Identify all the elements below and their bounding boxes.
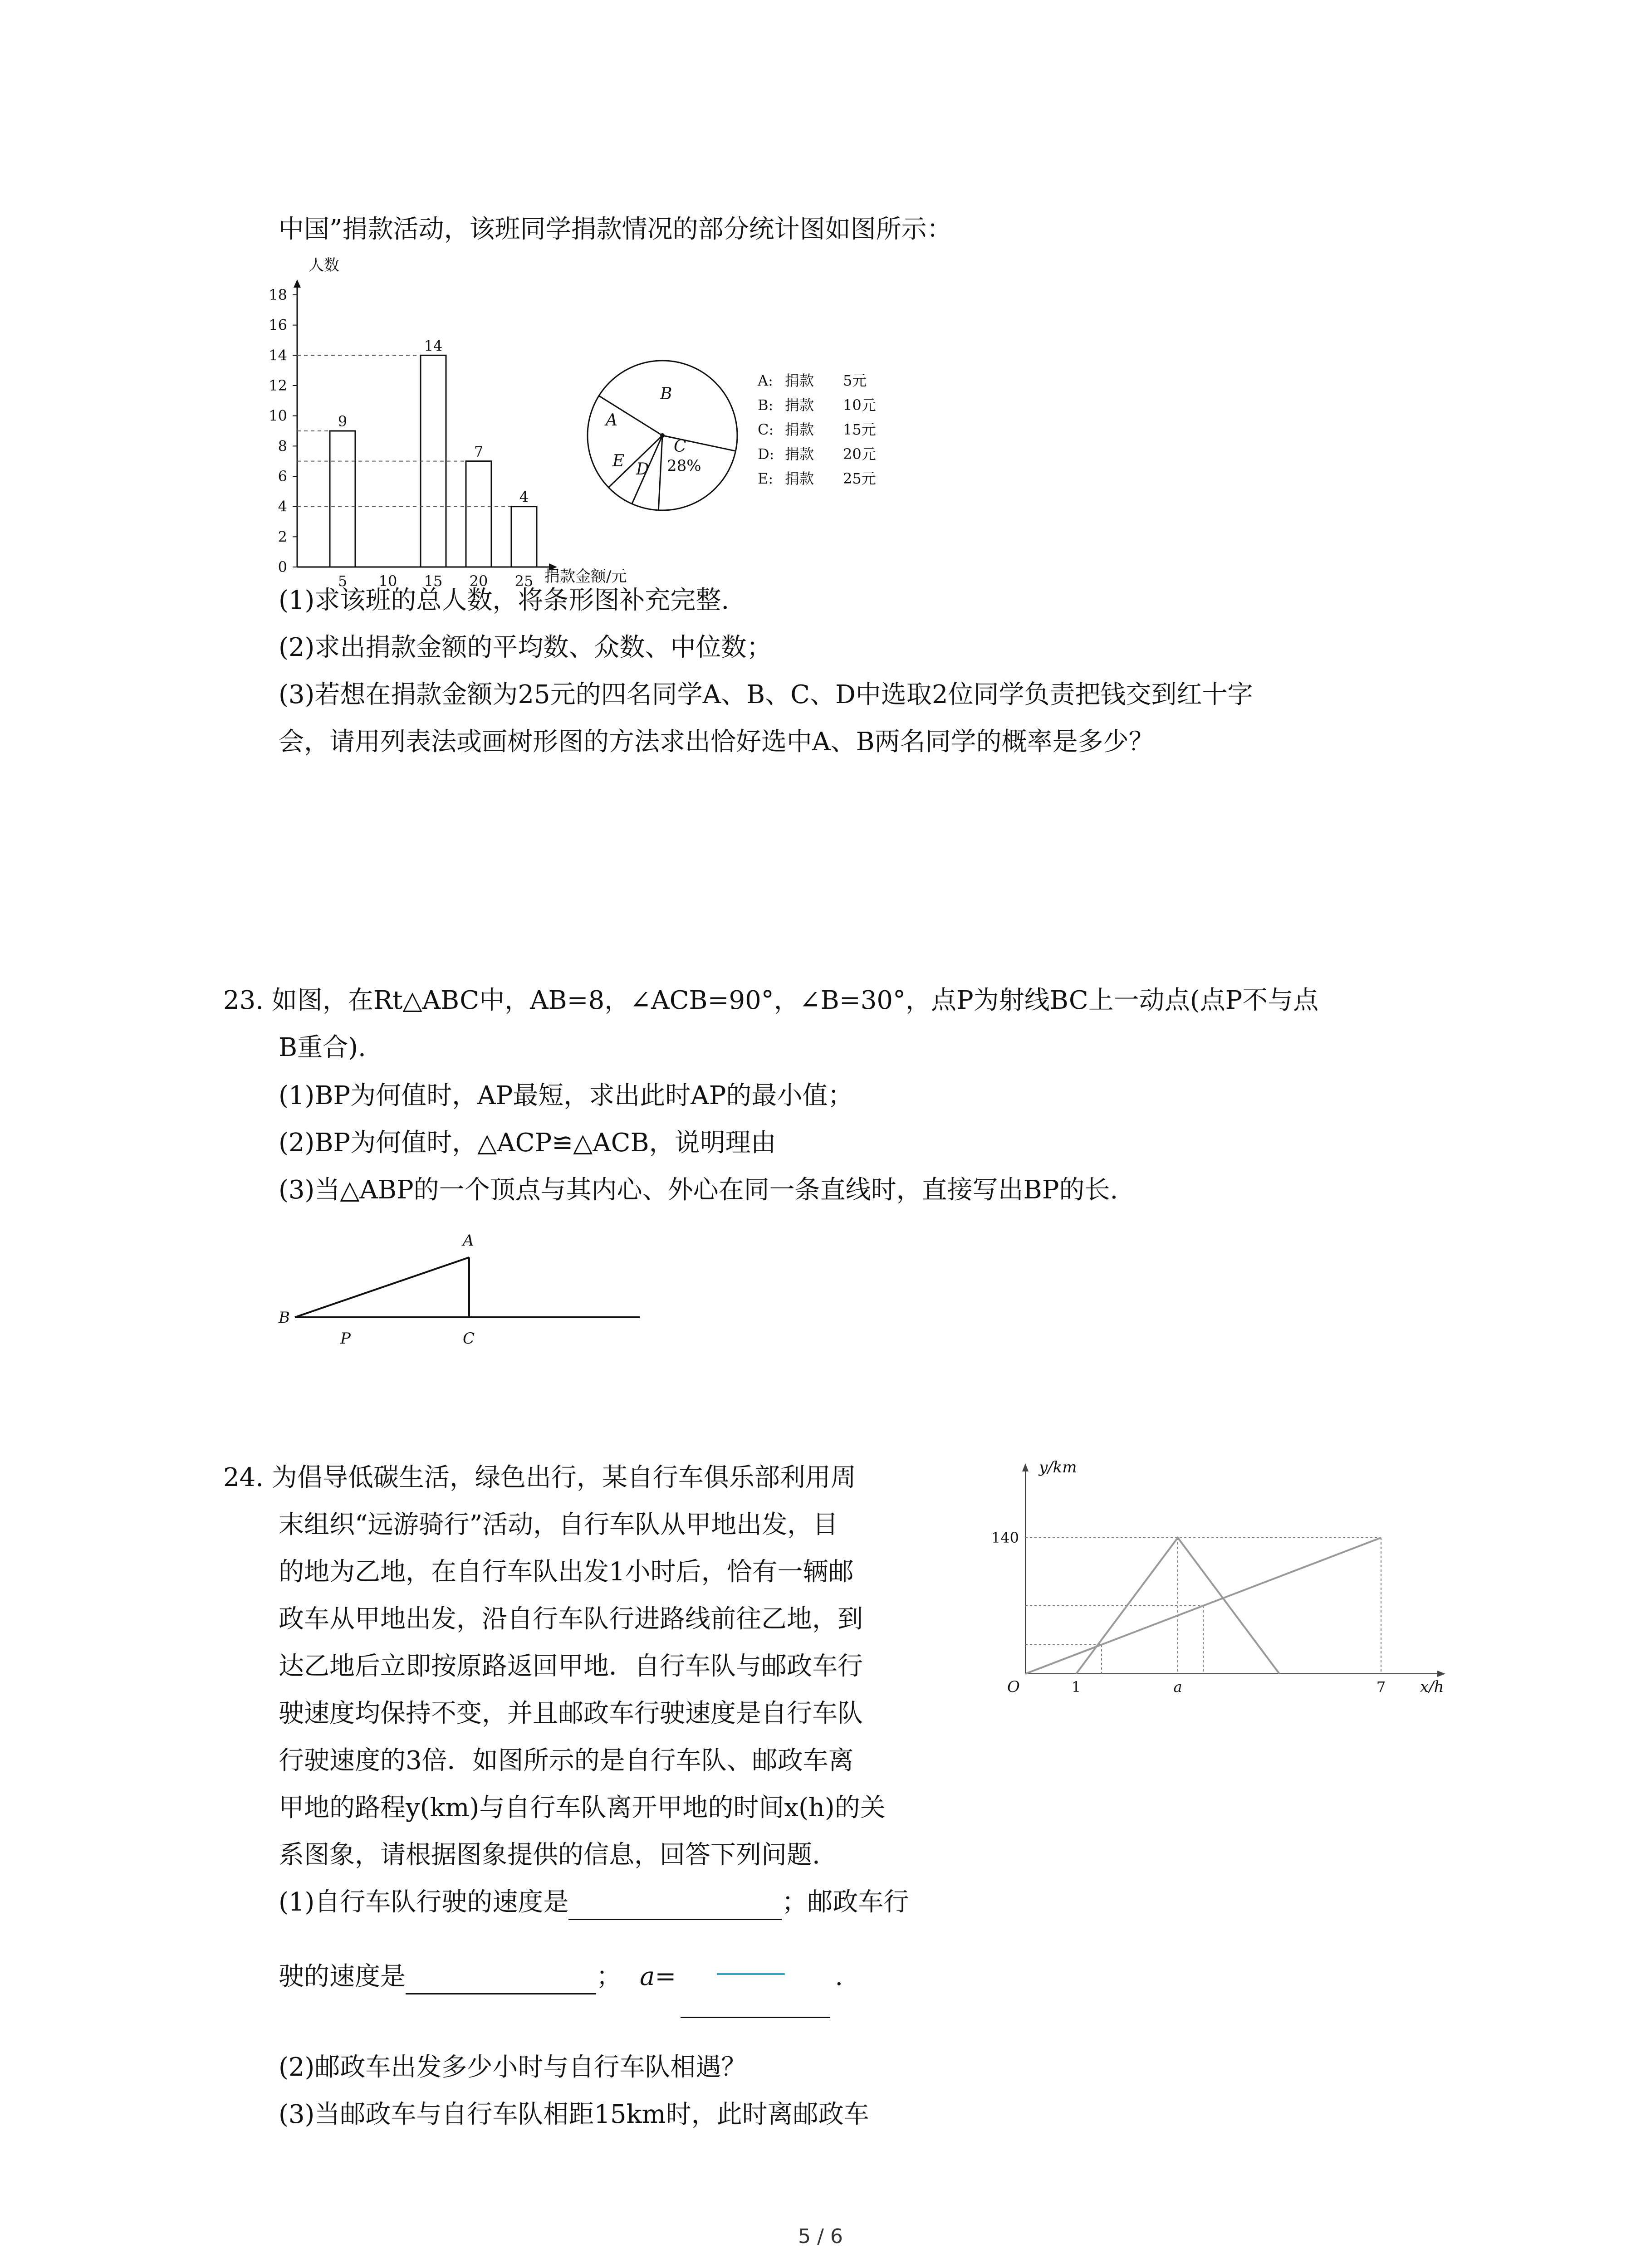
q23-sub3: (3)当△ABP的一个顶点与其内心、外心在同一条直线时，直接写出BP的长. [279,1175,1118,1205]
line-xtick-label: 1 [1071,1678,1081,1696]
pie-label-e: E [612,452,625,470]
pie-legend-key: E: [758,470,774,487]
line-xlabel: x/h [1420,1678,1444,1696]
label-p: P [340,1330,351,1348]
pie-legend [757,372,876,487]
page-number: 5 / 6 [798,2225,843,2248]
bar-ytick-label: 16 [269,316,287,334]
q24-line8: 甲地的路程y(km)与自行车队离开甲地的时间x(h)的关 [279,1793,886,1823]
bar-value-label: 14 [424,337,443,355]
triangle-figure [272,1216,662,1352]
q24-sub1b-sep: ； [596,1962,622,1991]
bar-value-label: 4 [519,488,529,506]
pie-legend-key: A: [758,372,773,389]
q24-line9: 系图象，请根据图象提供的信息，回答下列问题. [279,1840,820,1870]
bar-ytick-label: 12 [269,377,287,394]
label-b: B [279,1309,290,1327]
q24-sub1-line1 [279,1886,909,1920]
bar [511,507,537,567]
bar-ytick-label: 4 [278,498,287,515]
pie-label-d: D [636,460,649,479]
pie-legend-key: B: [758,396,774,414]
q24-period: . [835,1962,843,1991]
bar-xtick-label: 5 [338,572,348,590]
q24-line7: 行驶速度的3倍．如图所示的是自行车队、邮政车离 [279,1746,854,1775]
line-origin: O [1007,1678,1020,1696]
bar-value-label: 9 [338,413,348,430]
q22-intro: 中国”捐款活动，该班同学捐款情况的部分统计图如图所示： [279,215,952,244]
line-xtick-label: 7 [1376,1678,1386,1696]
q22-sub3-line2: 会，请用列表法或画树形图的方法求出恰好选中A、B两名同学的概率是多少？ [279,727,1154,757]
pie-legend-text: 捐款 [785,421,814,438]
pie-legend-text: 捐款 [785,396,814,414]
q23-line1: 23. 如图，在Rt△ABC中，AB=8，∠ACB=90°，∠B=30°，点P为射线BC上一动点(点P不与点 [223,986,1319,1015]
line-ylabel: y/km [1039,1458,1077,1476]
bar-xtick-label: 15 [424,572,443,590]
label-c: C [463,1330,475,1348]
q22-sub2: (2)求出捐款金额的平均数、众数、中位数； [279,633,772,662]
q23-sub2: (2)BP为何值时，△ACP≌△ACB，说明理由 [279,1128,776,1158]
pie-legend-key: D: [758,445,774,463]
bar-ytick-label: 2 [278,528,287,546]
bar [466,461,491,567]
q24-sub1-text: (1)自行车队行驶的速度是 [279,1887,569,1917]
q24-line2: 末组织“远游骑行”活动，自行车队从甲地出发，目 [279,1510,838,1540]
bar [330,431,355,567]
q24-line4: 政车从甲地出发，沿自行车队行进路线前往乙地，到 [279,1604,863,1634]
label-a: A [463,1232,474,1250]
pie-label-c: C [674,437,686,456]
pie-chart [581,354,907,535]
pie-legend-amount: 25元 [843,470,876,487]
q24-sub1-end: ；邮政车行 [782,1887,909,1917]
pie-legend-amount: 15元 [843,421,876,438]
bar-ytick-label: 10 [269,407,287,425]
pie-legend-amount: 20元 [843,445,876,463]
bar-y-arrow [294,279,301,288]
pie-label-b: B [660,385,672,403]
line-xtick-label: a [1173,1678,1182,1696]
q22-sub3-line1: (3)若想在捐款金额为25元的四名同学A、B、C、D中选取2位同学负责把钱交到红十字 [279,680,1253,709]
q24-sub3: (3)当邮政车与自行车队相距15km时，此时离邮政车 [279,2100,869,2129]
answer-blank-van-speed[interactable] [406,1960,596,1994]
line-ytick-label: 140 [991,1529,1019,1546]
q24-a-eq: a= [640,1962,676,1991]
segment-ba [295,1257,469,1317]
bar-ytick-label: 0 [278,558,287,576]
pie-legend-amount: 10元 [843,396,876,414]
q24-sub1b-text: 驶的速度是 [279,1962,406,1991]
answer-blank-bike-speed[interactable] [568,1886,782,1920]
pie-label-c-percent: 28% [667,457,701,475]
q24-sub1-line2 [279,1960,843,1994]
bar-ytick-label: 8 [278,437,287,455]
q23-line2: B重合). [279,1033,366,1062]
pie-center [660,433,665,438]
answer-mark-a [717,1973,785,1975]
q22-sub1: (1)求该班的总人数，将条形图补充完整. [279,586,730,615]
bar-ytick-label: 14 [269,347,287,364]
q24-line6: 驶速度均保持不变，并且邮政车行驶速度是自行车队 [279,1699,863,1728]
answer-blank-a[interactable] [681,2017,830,2018]
q24-sub2: (2)邮政车出发多少小时与自行车队相遇？ [279,2053,747,2082]
q24-line5: 达乙地后立即按原路返回甲地．自行车队与邮政车行 [279,1652,863,1681]
pie-legend-key: C: [758,421,774,438]
bar-ytick-label: 18 [269,286,287,303]
bar-ytick-label: 6 [278,468,287,485]
pie-legend-text: 捐款 [785,445,814,463]
bar-xtick-label: 10 [378,572,397,590]
distance-time-graph [991,1456,1461,1710]
q23-sub1: (1)BP为何值时，AP最短，求出此时AP的最小值； [279,1081,853,1110]
q24-line1: 24. 为倡导低碳生活，绿色出行，某自行车俱乐部利用周 [223,1463,856,1492]
bar-xtick-label: 20 [469,572,488,590]
bar-chart-ylabel: 人数 [309,256,339,274]
line-y-arrow [1022,1463,1029,1471]
bar-value-label: 7 [474,443,484,460]
pie-legend-text: 捐款 [785,470,814,487]
bar-xtick-label: 25 [514,572,534,590]
pie-label-a: A [606,411,617,430]
pie-legend-amount: 5元 [843,372,867,389]
bar-chart-xlabel: 捐款金额/元 [544,567,627,586]
pie-legend-text: 捐款 [785,372,814,389]
q24-line3: 的地为乙地，在自行车队出发1小时后，恰有一辆邮 [279,1557,854,1587]
line-x-arrow [1437,1671,1445,1677]
